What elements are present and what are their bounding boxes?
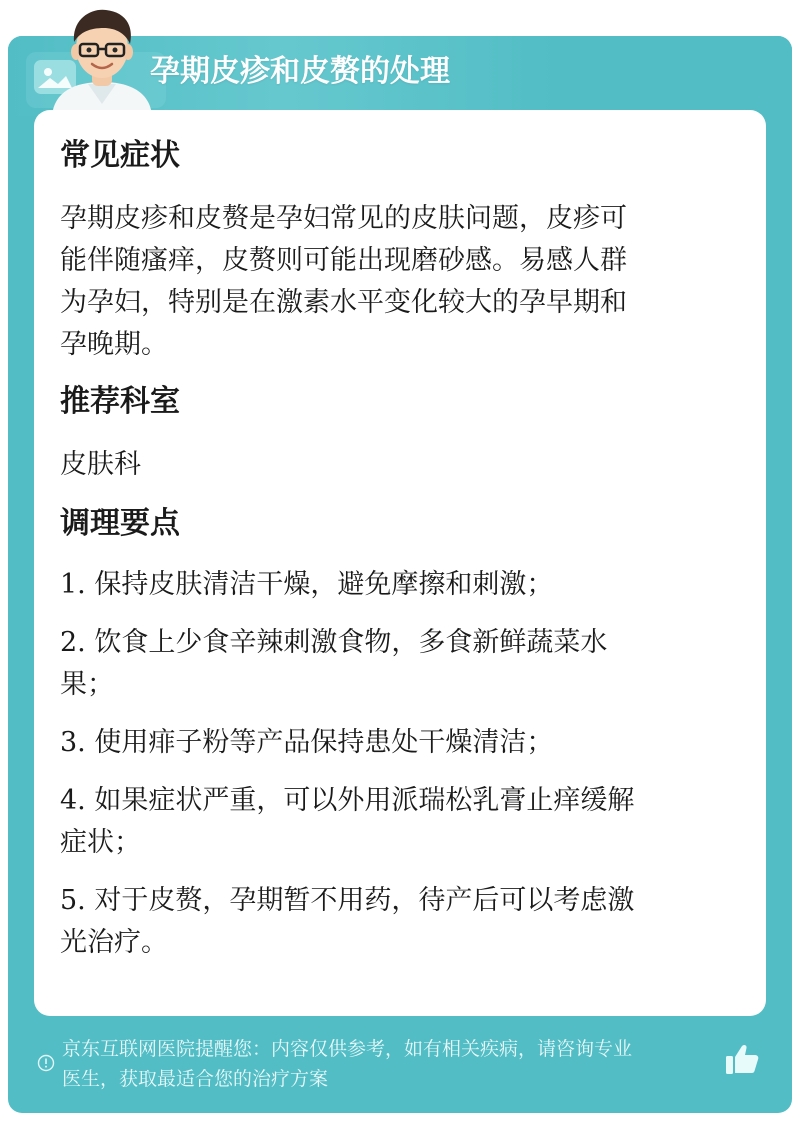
- item-text: 饮食上少食辛辣刺激食物，多食新鲜蔬菜水: [94, 627, 608, 658]
- item-text: 使用痱子粉等产品保持患处干燥清洁；: [94, 727, 554, 758]
- text-line: 为孕妇，特别是在激素水平变化较大的孕早期和: [60, 287, 627, 318]
- section-department: [60, 382, 730, 486]
- item-number: 5.: [60, 885, 86, 916]
- info-circle-icon: [37, 1054, 55, 1072]
- item-number: 4.: [60, 785, 86, 816]
- item-text: 保持皮肤清洁干燥，避免摩擦和刺激；: [94, 569, 554, 600]
- disclaimer-text: [62, 1034, 727, 1094]
- section-symptoms: [60, 136, 730, 366]
- item-number: 2.: [60, 627, 86, 658]
- page-title: 孕期皮疹和皮赘的处理: [150, 54, 450, 89]
- section-title: 推荐科室: [60, 384, 180, 419]
- list-item: [60, 722, 730, 764]
- item-number: 3.: [60, 727, 86, 758]
- content-body: [60, 130, 730, 964]
- text-line: 能伴随瘙痒，皮赘则可能出现磨砂感。易感人群: [60, 245, 627, 276]
- section-care-points: [60, 504, 730, 964]
- item-number: 1.: [60, 569, 86, 600]
- text-line: 孕期皮疹和皮赘是孕妇常见的皮肤问题，皮疹可: [60, 203, 627, 234]
- text-line: 孕晚期。: [60, 329, 168, 360]
- list-item: [60, 622, 730, 706]
- item-text: 果；: [60, 669, 114, 700]
- item-text: 如果症状严重，可以外用派瑞松乳膏止痒缓解: [94, 785, 635, 816]
- disclaimer-line: 京东互联网医院提醒您：内容仅供参考，如有相关疾病，请咨询专业: [62, 1038, 633, 1060]
- section-title: 调理要点: [60, 506, 180, 541]
- thumbs-up-icon[interactable]: [724, 1042, 760, 1076]
- doctor-avatar: [44, 4, 160, 116]
- item-text: 症状；: [60, 827, 141, 858]
- item-text: 对于皮赘，孕期暂不用药，待产后可以考虑激: [94, 885, 635, 916]
- department-value: 皮肤科: [60, 449, 141, 480]
- list-item: [60, 880, 730, 964]
- section-title: 常见症状: [60, 138, 180, 173]
- item-text: 光治疗。: [60, 927, 168, 958]
- list-item: [60, 564, 730, 606]
- list-item: [60, 780, 730, 864]
- disclaimer-line: 医生，获取最适合您的治疗方案: [62, 1068, 329, 1090]
